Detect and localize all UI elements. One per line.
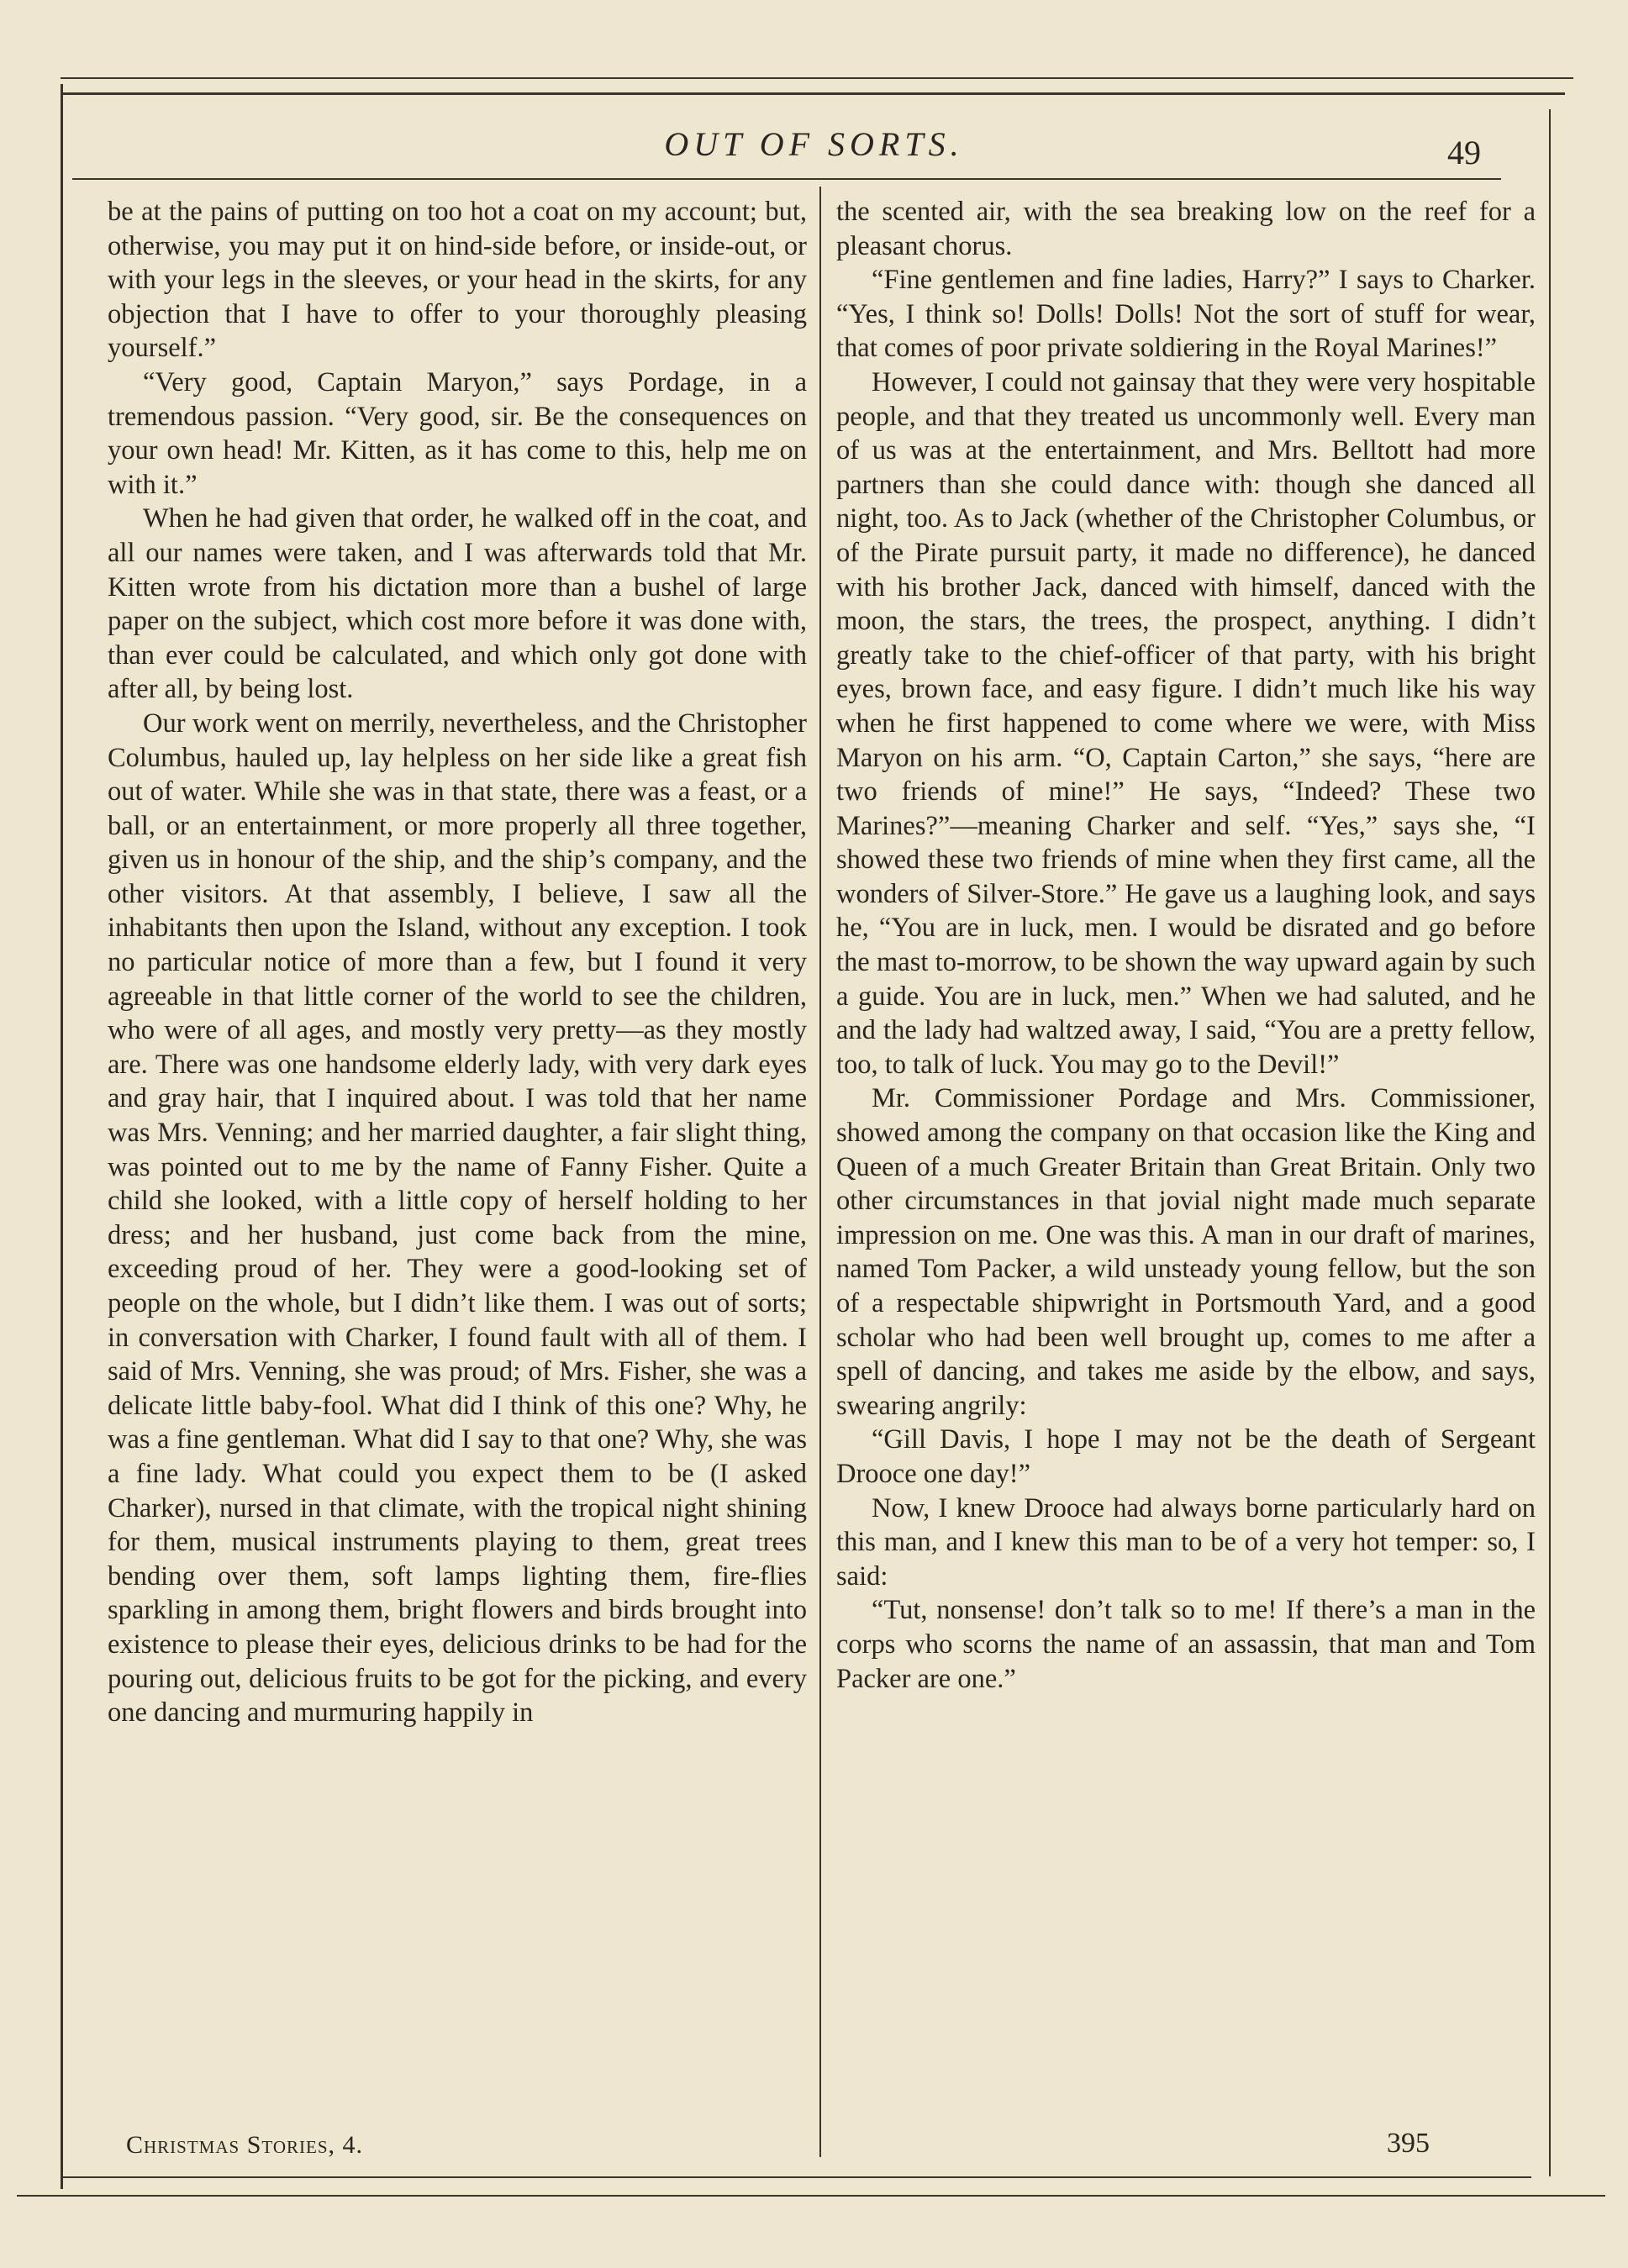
paragraph: However, I could not gainsay that they were very hospitable people, and that they treated us uncommonly well. Every man of us was at the entertainment, and Mrs. Belltott had more partners than she could dance with: though she danced all night, too. As to Jack (whether of the Christopher Columbus, or of the Pirate pursuit party, it made no difference), he danced with his brother Jack, danced with himself, danced with the moon, the stars, the trees, the prospect, anything. I didn’t greatly take to the chief-officer of that party, with his bright eyes, brown face, and easy figure. I didn’t much like his way when he first happened to come where we were, with Miss Maryon on his arm. “O, Captain Carton,” she says, “here are two friends of mine!” He says, “Indeed? These two Marines?”—meaning Charker and self. “Yes,” says she, “I showed these two friends of mine when they first came, all the wonders of Silver-Store.” He gave us a laughing look, and says he, “You are in luck, men. I would be disrated and go before the mast to-morrow, to be shown the way upward again by such a guide. You are in luck, men.” When we had saluted, and he and the lady had waltzed away, I said, “You are a pretty fellow, too, to talk of luck. You may go to the Devil!”: [836, 366, 1536, 1080]
paragraph: “Tut, nonsense! don’t talk so to me! If there’s a man in the corps who scorns the name of an assassin, that man and Tom Packer are one.”: [836, 1595, 1536, 1694]
column-divider: [819, 187, 821, 2157]
paragraph: be at the pains of putting on too hot a coat on my account; but, otherwise, you may put it on hind-side before, or inside-out, or with your legs in the sleeves, or your head in the skirts, for any objection that I have to offer to your thoroughly pleasing yourself.”: [108, 197, 807, 364]
paragraph: the scented air, with the sea breaking low on the reef for a pleasant chorus.: [836, 197, 1536, 261]
page-number: 49: [1447, 134, 1481, 171]
top-rule-outer: [61, 77, 1573, 79]
paragraph: Now, I knew Drooce had always borne particularly hard on this man, and I knew this man to be of a very hot temper: so, I said:: [836, 1492, 1536, 1592]
volume-page-number: 395: [1387, 2128, 1430, 2159]
top-rule-inner: [61, 92, 1565, 95]
paragraph: “Very good, Captain Maryon,” says Pordage, in a tremendous passion. “Very good, sir. Be the consequences on your own head! Mr. Kitten, as it has come to this, help me on with it.”: [108, 366, 807, 500]
paragraph: “Gill Davis, I hope I may not be the death of Sergeant Drooce one day!”: [836, 1424, 1536, 1489]
paragraph: “Fine gentlemen and fine ladies, Harry?” I says to Charker. “Yes, I think so! Dolls! Dolls! Not the sort of stuff for wear, that comes of poor private soldiering in the Royal Marines!”: [836, 265, 1536, 364]
paragraph: Our work went on merrily, nevertheless, and the Christopher Columbus, hauled up, lay helpless on her side like a great fish out of water. While she was in that state, there was a feast, or a ball, or an entertainment, or more properly all three together, given us in honour of the ship, and the ship’s company, and the other visitors. At that assembly, I believe, I saw all the inhabitants then upon the Island, without any exception. I took no particular notice of more than a few, but I found it very agreeable in that little corner of the world to see the children, who were of all ages, and mostly very pretty—as they mostly are. There was one handsome elderly lady, with very dark eyes and gray hair, that I inquired about. I was told that her name was Mrs. Venning; and her married daughter, a fair slight thing, was pointed out to me by the name of Fanny Fisher. Quite a child she looked, with a little copy of herself holding to her dress; and her husband, just come back from the mine, exceeding proud of her. They were a good-looking set of people on the whole, but I didn’t like them. I was out of sorts; in conversation with Charker, I found fault with all of them. I said of Mrs. Venning, she was proud; of Mrs. Fisher, she was a delicate little baby-fool. What did I think of this one? Why, he was a fine gentleman. What did I say to that one? Why, she was a fine lady. What could you expect them to be (I asked Charker), nursed in that climate, with the tropical night shining for them, musical instruments playing to them, great trees bending over them, soft lamps lighting them, fire-flies sparkling in among them, bright flowers and birds brought into existence to please their eyes, delicious drinks to be had for the pouring out, delicious fruits to be got for the picking, and every one dancing and murmuring happily in: [108, 708, 807, 1729]
right-rule: [1549, 109, 1551, 2176]
paragraph: When he had given that order, he walked off in the coat, and all our names were taken, and I was afterwards told that Mr. Kitten wrote from his dictation more than a bushel of large paper on the subject, which cost more before it was done with, than ever could be calculated, and which only got done with after all, by being lost.: [108, 503, 807, 705]
left-rule: [61, 84, 63, 2189]
running-head-title: OUT OF SORTS.: [664, 125, 964, 163]
header-underline: [72, 178, 1501, 180]
signature-mark: Christmas Stories, 4.: [126, 2131, 364, 2159]
footer-rule: [61, 2176, 1531, 2178]
left-column: [108, 195, 807, 1730]
paragraph: Mr. Commissioner Pordage and Mrs. Commissioner, showed among the company on that occasion like the King and Queen of a much Greater Britain than Great Britain. Only two other circumstances in that jovial night made much separate impression on me. One was this. A man in our draft of marines, named Tom Packer, a wild unsteady young fellow, but the son of a respectable shipwright in Portsmouth Yard, and a good scholar who had been well brought up, comes to me after a spell of dancing, and takes me aside by the elbow, and says, swearing angrily:: [836, 1083, 1536, 1421]
right-column: [836, 195, 1536, 1696]
bottom-rule-outer: [17, 2195, 1605, 2197]
